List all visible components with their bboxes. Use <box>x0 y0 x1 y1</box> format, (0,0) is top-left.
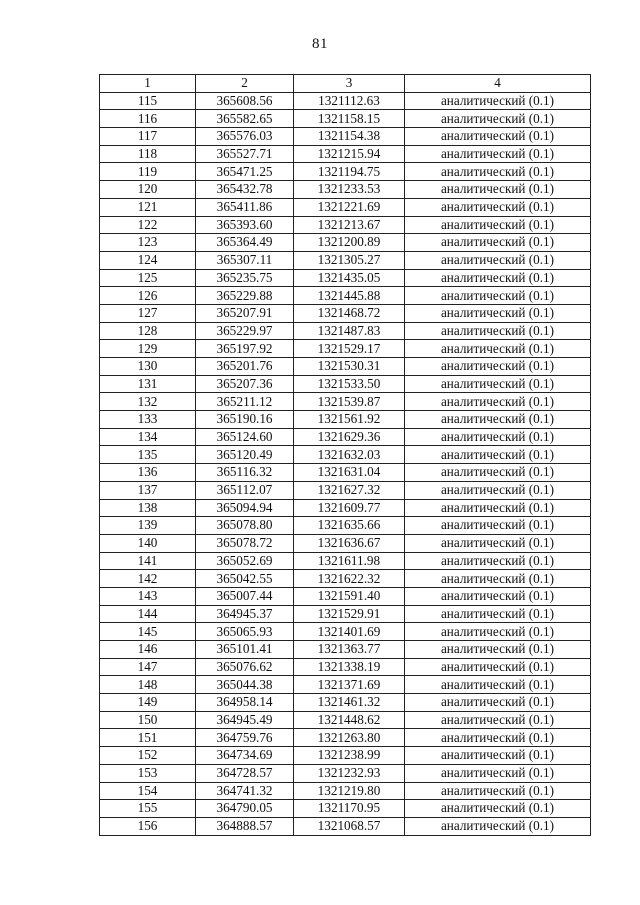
column-header-point-number: 1 <box>100 75 196 93</box>
cell-point-number: 135 <box>100 446 196 464</box>
cell-y-coordinate: 1321609.77 <box>294 499 405 517</box>
cell-x-coordinate: 365078.72 <box>196 534 294 552</box>
cell-x-coordinate: 365364.49 <box>196 234 294 252</box>
cell-y-coordinate: 1321530.31 <box>294 358 405 376</box>
cell-method: аналитический (0.1) <box>405 587 591 605</box>
cell-y-coordinate: 1321213.67 <box>294 216 405 234</box>
cell-point-number: 133 <box>100 411 196 429</box>
cell-y-coordinate: 1321487.83 <box>294 322 405 340</box>
cell-point-number: 115 <box>100 92 196 110</box>
cell-point-number: 148 <box>100 676 196 694</box>
cell-x-coordinate: 365190.16 <box>196 411 294 429</box>
table-body <box>100 92 591 835</box>
cell-point-number: 141 <box>100 552 196 570</box>
cell-x-coordinate: 365576.03 <box>196 128 294 146</box>
table-row <box>100 623 591 641</box>
cell-point-number: 124 <box>100 251 196 269</box>
cell-point-number: 154 <box>100 782 196 800</box>
cell-y-coordinate: 1321635.66 <box>294 517 405 535</box>
cell-x-coordinate: 365608.56 <box>196 92 294 110</box>
cell-y-coordinate: 1321371.69 <box>294 676 405 694</box>
cell-x-coordinate: 364734.69 <box>196 747 294 765</box>
cell-method: аналитический (0.1) <box>405 800 591 818</box>
cell-point-number: 156 <box>100 817 196 835</box>
cell-y-coordinate: 1321154.38 <box>294 128 405 146</box>
cell-point-number: 139 <box>100 517 196 535</box>
cell-y-coordinate: 1321338.19 <box>294 658 405 676</box>
cell-point-number: 136 <box>100 464 196 482</box>
cell-y-coordinate: 1321158.15 <box>294 110 405 128</box>
table-row <box>100 110 591 128</box>
cell-x-coordinate: 365076.62 <box>196 658 294 676</box>
column-header-method: 4 <box>405 75 591 93</box>
cell-y-coordinate: 1321435.05 <box>294 269 405 287</box>
cell-point-number: 149 <box>100 694 196 712</box>
column-header-y-coordinate: 3 <box>294 75 405 93</box>
cell-method: аналитический (0.1) <box>405 428 591 446</box>
cell-x-coordinate: 365471.25 <box>196 163 294 181</box>
cell-x-coordinate: 365078.80 <box>196 517 294 535</box>
cell-point-number: 131 <box>100 375 196 393</box>
cell-x-coordinate: 365393.60 <box>196 216 294 234</box>
cell-point-number: 142 <box>100 570 196 588</box>
cell-point-number: 140 <box>100 534 196 552</box>
table-row <box>100 464 591 482</box>
cell-y-coordinate: 1321112.63 <box>294 92 405 110</box>
table-row <box>100 234 591 252</box>
table-row <box>100 605 591 623</box>
table-row <box>100 570 591 588</box>
cell-x-coordinate: 365112.07 <box>196 481 294 499</box>
cell-method: аналитический (0.1) <box>405 198 591 216</box>
cell-method: аналитический (0.1) <box>405 358 591 376</box>
cell-method: аналитический (0.1) <box>405 216 591 234</box>
cell-y-coordinate: 1321611.98 <box>294 552 405 570</box>
cell-method: аналитический (0.1) <box>405 411 591 429</box>
cell-method: аналитический (0.1) <box>405 729 591 747</box>
cell-method: аналитический (0.1) <box>405 163 591 181</box>
table-row <box>100 304 591 322</box>
cell-x-coordinate: 365044.38 <box>196 676 294 694</box>
table-row <box>100 782 591 800</box>
table-row <box>100 375 591 393</box>
cell-y-coordinate: 1321591.40 <box>294 587 405 605</box>
cell-method: аналитический (0.1) <box>405 658 591 676</box>
table-row <box>100 181 591 199</box>
cell-method: аналитический (0.1) <box>405 446 591 464</box>
cell-y-coordinate: 1321200.89 <box>294 234 405 252</box>
cell-y-coordinate: 1321194.75 <box>294 163 405 181</box>
table-row <box>100 446 591 464</box>
cell-x-coordinate: 365207.36 <box>196 375 294 393</box>
cell-method: аналитический (0.1) <box>405 322 591 340</box>
cell-x-coordinate: 365211.12 <box>196 393 294 411</box>
cell-x-coordinate: 365527.71 <box>196 145 294 163</box>
table-row <box>100 517 591 535</box>
cell-point-number: 146 <box>100 641 196 659</box>
cell-x-coordinate: 364945.37 <box>196 605 294 623</box>
cell-method: аналитический (0.1) <box>405 393 591 411</box>
table-row <box>100 534 591 552</box>
cell-y-coordinate: 1321232.93 <box>294 764 405 782</box>
cell-x-coordinate: 365307.11 <box>196 251 294 269</box>
cell-method: аналитический (0.1) <box>405 623 591 641</box>
cell-method: аналитический (0.1) <box>405 464 591 482</box>
table-row <box>100 658 591 676</box>
cell-y-coordinate: 1321221.69 <box>294 198 405 216</box>
cell-point-number: 137 <box>100 481 196 499</box>
cell-x-coordinate: 365007.44 <box>196 587 294 605</box>
cell-x-coordinate: 364741.32 <box>196 782 294 800</box>
table-row <box>100 481 591 499</box>
table-row <box>100 358 591 376</box>
cell-x-coordinate: 365120.49 <box>196 446 294 464</box>
cell-y-coordinate: 1321263.80 <box>294 729 405 747</box>
cell-y-coordinate: 1321539.87 <box>294 393 405 411</box>
table-row <box>100 817 591 835</box>
cell-point-number: 147 <box>100 658 196 676</box>
cell-method: аналитический (0.1) <box>405 817 591 835</box>
cell-method: аналитический (0.1) <box>405 181 591 199</box>
cell-y-coordinate: 1321636.67 <box>294 534 405 552</box>
table-row <box>100 764 591 782</box>
table-row <box>100 322 591 340</box>
cell-point-number: 126 <box>100 287 196 305</box>
cell-x-coordinate: 365229.97 <box>196 322 294 340</box>
cell-method: аналитический (0.1) <box>405 499 591 517</box>
coordinates-table <box>99 74 591 836</box>
cell-x-coordinate: 365101.41 <box>196 641 294 659</box>
cell-y-coordinate: 1321529.91 <box>294 605 405 623</box>
cell-x-coordinate: 365582.65 <box>196 110 294 128</box>
cell-point-number: 145 <box>100 623 196 641</box>
table-row <box>100 747 591 765</box>
table-row <box>100 128 591 146</box>
cell-point-number: 125 <box>100 269 196 287</box>
page-number: 81 <box>312 36 328 52</box>
table-row <box>100 92 591 110</box>
cell-x-coordinate: 364958.14 <box>196 694 294 712</box>
cell-x-coordinate: 364759.76 <box>196 729 294 747</box>
cell-y-coordinate: 1321461.32 <box>294 694 405 712</box>
cell-point-number: 151 <box>100 729 196 747</box>
cell-method: аналитический (0.1) <box>405 764 591 782</box>
cell-y-coordinate: 1321632.03 <box>294 446 405 464</box>
table-row <box>100 340 591 358</box>
cell-x-coordinate: 364790.05 <box>196 800 294 818</box>
cell-y-coordinate: 1321561.92 <box>294 411 405 429</box>
cell-point-number: 134 <box>100 428 196 446</box>
cell-x-coordinate: 365207.91 <box>196 304 294 322</box>
cell-x-coordinate: 364728.57 <box>196 764 294 782</box>
cell-y-coordinate: 1321529.17 <box>294 340 405 358</box>
cell-x-coordinate: 365197.92 <box>196 340 294 358</box>
table-row <box>100 641 591 659</box>
cell-y-coordinate: 1321233.53 <box>294 181 405 199</box>
table-row <box>100 499 591 517</box>
cell-y-coordinate: 1321068.57 <box>294 817 405 835</box>
table-row <box>100 287 591 305</box>
cell-point-number: 121 <box>100 198 196 216</box>
cell-point-number: 117 <box>100 128 196 146</box>
cell-x-coordinate: 365229.88 <box>196 287 294 305</box>
cell-method: аналитический (0.1) <box>405 251 591 269</box>
cell-y-coordinate: 1321627.32 <box>294 481 405 499</box>
cell-x-coordinate: 365235.75 <box>196 269 294 287</box>
cell-x-coordinate: 364945.49 <box>196 711 294 729</box>
cell-x-coordinate: 365201.76 <box>196 358 294 376</box>
table-header-row <box>100 75 591 93</box>
cell-point-number: 138 <box>100 499 196 517</box>
cell-y-coordinate: 1321468.72 <box>294 304 405 322</box>
table-row <box>100 800 591 818</box>
cell-method: аналитический (0.1) <box>405 304 591 322</box>
cell-method: аналитический (0.1) <box>405 145 591 163</box>
cell-point-number: 116 <box>100 110 196 128</box>
cell-method: аналитический (0.1) <box>405 481 591 499</box>
cell-method: аналитический (0.1) <box>405 552 591 570</box>
cell-point-number: 155 <box>100 800 196 818</box>
cell-x-coordinate: 365116.32 <box>196 464 294 482</box>
cell-x-coordinate: 365065.93 <box>196 623 294 641</box>
cell-y-coordinate: 1321305.27 <box>294 251 405 269</box>
table-row <box>100 587 591 605</box>
cell-x-coordinate: 364888.57 <box>196 817 294 835</box>
table-row <box>100 251 591 269</box>
cell-method: аналитический (0.1) <box>405 782 591 800</box>
table-row <box>100 552 591 570</box>
cell-y-coordinate: 1321215.94 <box>294 145 405 163</box>
cell-y-coordinate: 1321401.69 <box>294 623 405 641</box>
table-row <box>100 163 591 181</box>
cell-x-coordinate: 365094.94 <box>196 499 294 517</box>
cell-y-coordinate: 1321448.62 <box>294 711 405 729</box>
cell-x-coordinate: 365432.78 <box>196 181 294 199</box>
cell-point-number: 122 <box>100 216 196 234</box>
cell-y-coordinate: 1321238.99 <box>294 747 405 765</box>
table-row <box>100 269 591 287</box>
cell-point-number: 150 <box>100 711 196 729</box>
cell-y-coordinate: 1321631.04 <box>294 464 405 482</box>
table-row <box>100 411 591 429</box>
cell-y-coordinate: 1321219.80 <box>294 782 405 800</box>
cell-point-number: 132 <box>100 393 196 411</box>
cell-method: аналитический (0.1) <box>405 128 591 146</box>
cell-point-number: 153 <box>100 764 196 782</box>
cell-method: аналитический (0.1) <box>405 534 591 552</box>
cell-method: аналитический (0.1) <box>405 570 591 588</box>
cell-method: аналитический (0.1) <box>405 92 591 110</box>
cell-point-number: 130 <box>100 358 196 376</box>
cell-method: аналитический (0.1) <box>405 747 591 765</box>
cell-x-coordinate: 365411.86 <box>196 198 294 216</box>
cell-point-number: 127 <box>100 304 196 322</box>
cell-method: аналитический (0.1) <box>405 375 591 393</box>
table-row <box>100 216 591 234</box>
cell-x-coordinate: 365052.69 <box>196 552 294 570</box>
cell-y-coordinate: 1321445.88 <box>294 287 405 305</box>
column-header-x-coordinate: 2 <box>196 75 294 93</box>
cell-y-coordinate: 1321622.32 <box>294 570 405 588</box>
table-row <box>100 393 591 411</box>
table-row <box>100 729 591 747</box>
cell-y-coordinate: 1321533.50 <box>294 375 405 393</box>
cell-method: аналитический (0.1) <box>405 287 591 305</box>
table-row <box>100 711 591 729</box>
cell-point-number: 143 <box>100 587 196 605</box>
cell-point-number: 123 <box>100 234 196 252</box>
cell-y-coordinate: 1321170.95 <box>294 800 405 818</box>
cell-method: аналитический (0.1) <box>405 641 591 659</box>
cell-point-number: 152 <box>100 747 196 765</box>
cell-method: аналитический (0.1) <box>405 694 591 712</box>
cell-method: аналитический (0.1) <box>405 110 591 128</box>
cell-method: аналитический (0.1) <box>405 234 591 252</box>
cell-point-number: 118 <box>100 145 196 163</box>
cell-point-number: 144 <box>100 605 196 623</box>
cell-method: аналитический (0.1) <box>405 340 591 358</box>
cell-y-coordinate: 1321363.77 <box>294 641 405 659</box>
cell-y-coordinate: 1321629.36 <box>294 428 405 446</box>
table-row <box>100 428 591 446</box>
table-row <box>100 198 591 216</box>
cell-point-number: 128 <box>100 322 196 340</box>
cell-method: аналитический (0.1) <box>405 517 591 535</box>
cell-method: аналитический (0.1) <box>405 605 591 623</box>
cell-point-number: 120 <box>100 181 196 199</box>
cell-x-coordinate: 365042.55 <box>196 570 294 588</box>
cell-point-number: 129 <box>100 340 196 358</box>
table-row <box>100 694 591 712</box>
table-row <box>100 145 591 163</box>
table-row <box>100 676 591 694</box>
cell-method: аналитический (0.1) <box>405 711 591 729</box>
cell-point-number: 119 <box>100 163 196 181</box>
cell-method: аналитический (0.1) <box>405 676 591 694</box>
cell-method: аналитический (0.1) <box>405 269 591 287</box>
cell-x-coordinate: 365124.60 <box>196 428 294 446</box>
